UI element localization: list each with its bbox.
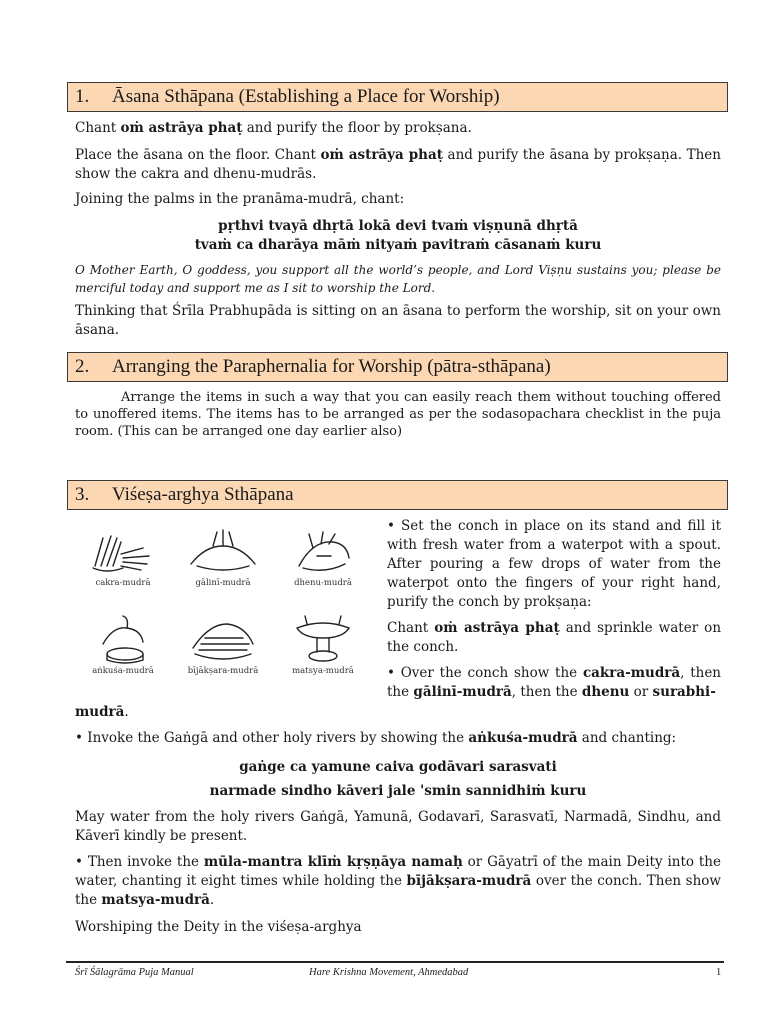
section-3-heading: [67, 480, 728, 510]
term-bold: surabhi-: [652, 684, 716, 700]
text: • Over the conch show the: [387, 665, 583, 681]
text: • Invoke the Gaṅgā and other holy rivers by showing the: [75, 730, 469, 746]
section-number: 1.: [75, 86, 90, 107]
paragraph: Arrange the items in such a way that you can easily reach them without touching offered to unoffered items. The items has to be arranged as per the sodasopachara checklist in the puja room. (This can be arranged one day earlier also): [75, 390, 721, 439]
bijaksara-mudra-hands-icon: [183, 614, 263, 664]
paragraph: • Set the conch in place on its stand and fill it with fresh water from a waterpot with a spout. After pouring a few drops of water from the waterpot onto the fingers of your right hand, purify the conch by prokṣaṇa:: [387, 518, 721, 610]
dhenu-mudra-hands-icon: [283, 526, 363, 576]
paragraph: [387, 619, 721, 657]
paragraph: [75, 853, 721, 910]
mantra-bold: oṁ astrāya phaṭ: [434, 620, 560, 636]
footer-center: Hare Krishna Movement, Ahmedabad: [309, 967, 469, 978]
section-number: 3.: [75, 484, 90, 505]
galini-mudra-hands-icon: [183, 526, 263, 576]
section-number: 2.: [75, 356, 90, 377]
section-title: Arranging the Paraphernalia for Worship (pātra-sthāpana): [112, 356, 551, 377]
text: and chanting:: [577, 730, 677, 746]
text: over the conch. Then show the: [75, 873, 721, 908]
paragraph: [75, 119, 721, 138]
term-bold: cakra-mudrā: [582, 665, 681, 681]
paragraph-continuation: [75, 703, 721, 722]
mantra-line: tvaṁ ca dharāya māṁ nityaṁ pavitraṁ cāsanaṁ kuru: [194, 237, 602, 253]
paragraph: Worshiping the Deity in the viśeṣa-arghya: [75, 919, 362, 935]
mantra-bold: mūla-mantra klīṁ kṛṣṇāya namaḥ: [203, 854, 463, 870]
term-bold: dhenu: [581, 684, 630, 700]
matsya-mudra-hands-icon: [283, 614, 363, 664]
text: .: [209, 892, 215, 908]
translation: O Mother Earth, O goddess, you support all the world’s people, and Lord Viṣṇu sustains you; please be merciful today and support me as I sit to worship the Lord.: [75, 263, 721, 295]
term-bold: bījākṣara-mudrā: [406, 873, 532, 889]
text: .: [124, 704, 129, 720]
term-bold: matsya-mudrā: [101, 892, 210, 908]
mantra-bold: oṁ astrāya phaṭ: [120, 120, 243, 136]
text: Chant: [75, 120, 121, 136]
text: Chant: [387, 620, 435, 636]
page-number: 1: [716, 967, 722, 978]
mudra-caption: cakra-mudrā: [95, 578, 151, 588]
cakra-mudra-hands-icon: [83, 526, 163, 576]
term-bold: gālinī-mudrā: [413, 684, 512, 700]
paragraph: [75, 729, 721, 748]
text: and sprinkle water on the conch.: [387, 620, 722, 655]
footer-left: Śrī Śālagrāma Puja Manual: [75, 967, 194, 978]
mantra-line: pṛthvi tvayā dhṛtā lokā devi tvaṁ viṣṇunā dhṛtā: [218, 218, 578, 234]
text: Place the āsana on the floor. Chant: [75, 147, 321, 163]
text: , then the: [511, 684, 582, 700]
text: and purify the āsana by prokṣaṇa. Then show the cakra and dhenu-mudrās.: [75, 147, 721, 182]
mudra-figure: [75, 526, 171, 588]
section-title: Viśeṣa-arghya Sthāpana: [112, 484, 294, 505]
mudra-figure: [175, 526, 271, 588]
term-bold: mudrā: [75, 704, 125, 720]
mudra-caption: dhenu-mudrā: [294, 578, 352, 588]
paragraph: Thinking that Śrīla Prabhupāda is sitting on an āsana to perform the worship, sit on your own āsana.: [75, 303, 721, 338]
footer-rule: [66, 961, 724, 963]
ankusa-mudra-hands-icon: [83, 614, 163, 664]
text: or: [629, 684, 653, 700]
term-bold: aṅkuśa-mudrā: [468, 730, 578, 746]
paragraph: [75, 146, 721, 184]
mudra-caption: bījākṣara-mudrā: [187, 666, 259, 676]
section-title: Āsana Sthāpana (Establishing a Place for Worship): [112, 86, 500, 107]
mudra-figure: [75, 614, 171, 676]
text: , then the: [387, 665, 721, 700]
mantra-line: narmade sindho kāveri jale 'smin sannidhiṁ kuru: [209, 783, 587, 799]
mudra-caption: aṅkuśa-mudrā: [92, 666, 154, 676]
mudra-figure: [275, 526, 371, 588]
text: and purify the floor by prokṣana.: [242, 120, 472, 136]
paragraph: Joining the palms in the pranāma-mudrā, chant:: [75, 191, 405, 207]
mantra-line: gaṅge ca yamune caiva godāvari sarasvati: [239, 759, 557, 775]
section-1-heading: [67, 82, 728, 112]
mudra-illustrations: [75, 520, 375, 690]
paragraph: [387, 664, 721, 702]
text: or Gāyatrī of the main Deity into the water, chanting it eight times while holding the: [75, 854, 721, 889]
mudra-figure: [175, 614, 271, 676]
mudra-caption: gālinī-mudrā: [195, 578, 251, 588]
paragraph: May water from the holy rivers Gaṅgā, Yamunā, Godavarī, Sarasvatī, Narmadā, Sindhu, and Kāverī kindly be present.: [75, 809, 721, 844]
section-2-heading: [67, 352, 728, 382]
text: • Then invoke the: [75, 854, 204, 870]
mantra-bold: oṁ astrāya phaṭ: [320, 147, 443, 163]
mudra-figure: [275, 614, 371, 676]
mudra-caption: matsya-mudrā: [292, 666, 354, 676]
